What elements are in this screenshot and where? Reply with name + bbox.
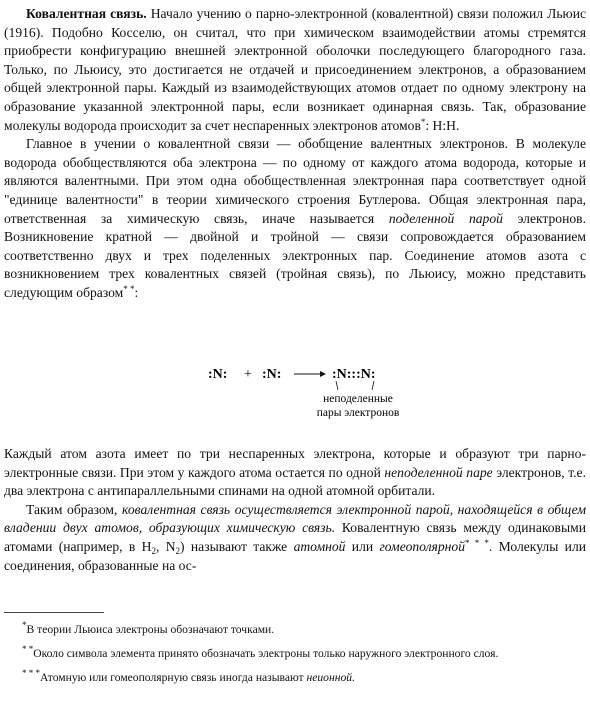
covalent-bond-definition: ковалентная связь осуществляется электронной парой, находящейся в общем владении двух атомов, образующих химическую связь. (4, 501, 586, 536)
paragraph-definition: Таким образом, ковалентная связь осуществляется электронной парой, находящейся в общем владении двух атомов, образующих химическую связь. Ковалентную связь между одинаковыми атомами (например, в $H_2$, $N_2$) называют также атомной или гомеополярной* * *. Молекулы или соединения, образованные на ос- (4, 501, 586, 573)
main-text (4, 5, 586, 303)
term-atomic: атомной (293, 538, 346, 554)
paragraph-lone-pairs: Каждый атом азота имеет по три неспаренных электрона, которые и образуют три парно-электронные связи. При этом у каждого атома остается по одной неподеленной паре электронов, т.е. два электрона с антипараллельными спинами на одной атомной орбитали. (4, 446, 586, 499)
nitrogen-molecule: :N:::N: (332, 367, 376, 382)
lewis-diagram-svg (206, 364, 446, 424)
paragraph-valence-electrons: Главное в учении о ковалентной связи — обобщение валентных электронов. В молекуле водорода обобществляются оба электрона — по одному от каждого атома водорода, которые и являются валентными. При этом одна обобществленная электронная пара соответствует одной "единице валентности" в теории химического строения Бутлерова. Общая электронная пара, ответственная за химическую связь, иначе называется поделенной парой электронов. Возникновение кратной — двойной и тройной — связи сопровождается образованием соответственно двух и трех поделенных электронных пар. Соединение атомов азота с возникновением трех ковалентных связей (тройная связь), по Льюису, можно представить следующим образом* *: (4, 136, 586, 300)
nitrogen-atom-left: :N: (208, 367, 228, 382)
nitrogen-bond-diagram (206, 364, 446, 424)
nitrogen-atom-right: :N: (262, 367, 282, 382)
text-after-diagram (4, 445, 586, 575)
footnote-divider (4, 612, 104, 613)
lone-pairs-label-line2: пары электронов (316, 407, 400, 419)
pointer-arrows (336, 381, 374, 390)
footnote-ref-3: * * * (465, 537, 489, 548)
footnote-ref-2: * * (123, 283, 135, 294)
term-shared-pair: поделенной парой (388, 210, 503, 226)
paragraph-lewis-theory: Ковалентная связь. Начало учению о парно-электронной (ковалентной) связи положил Льюис (1916). Подобно Косселю, он считал, что при химическом взаимодействии атомы стремятся приобрести конфигурацию внешней электронной оболочки последующего благородного газа. Только, по Льюису, это достигается не отдачей и присоединением электронов, а образованием общей электронной пары. Каждый из взаимодействующих атомов отдает по одному электрону на образование указанной электронной пары, если возникает одинарная связь. Так, образование молекулы водорода происходит за счет неспаренных электронов атомов*: H:H. (4, 6, 587, 133)
term-homeopolar: гомеополярной (379, 538, 466, 554)
footnote-2: * *Около символа элемента принято обозначать электроны только наружного электронного слоя. (22, 644, 499, 660)
footnotes (4, 622, 586, 694)
footnote-3: * * *Атомную или гомеополярную связь иногда называют неионной. (22, 668, 355, 684)
plus-sign: + (244, 367, 252, 382)
section-heading: Ковалентная связь. (26, 6, 147, 21)
term-lone-pair: неподеленной паре (384, 464, 493, 480)
hydrogen-formula: : H:H. (425, 117, 460, 133)
reaction-arrow (294, 371, 326, 377)
footnote-ref-1: * (420, 116, 426, 127)
footnote-1: *В теории Льюиса электроны обозначают точками. (22, 620, 275, 636)
lone-pairs-label-line1: неподеленные (323, 393, 393, 405)
